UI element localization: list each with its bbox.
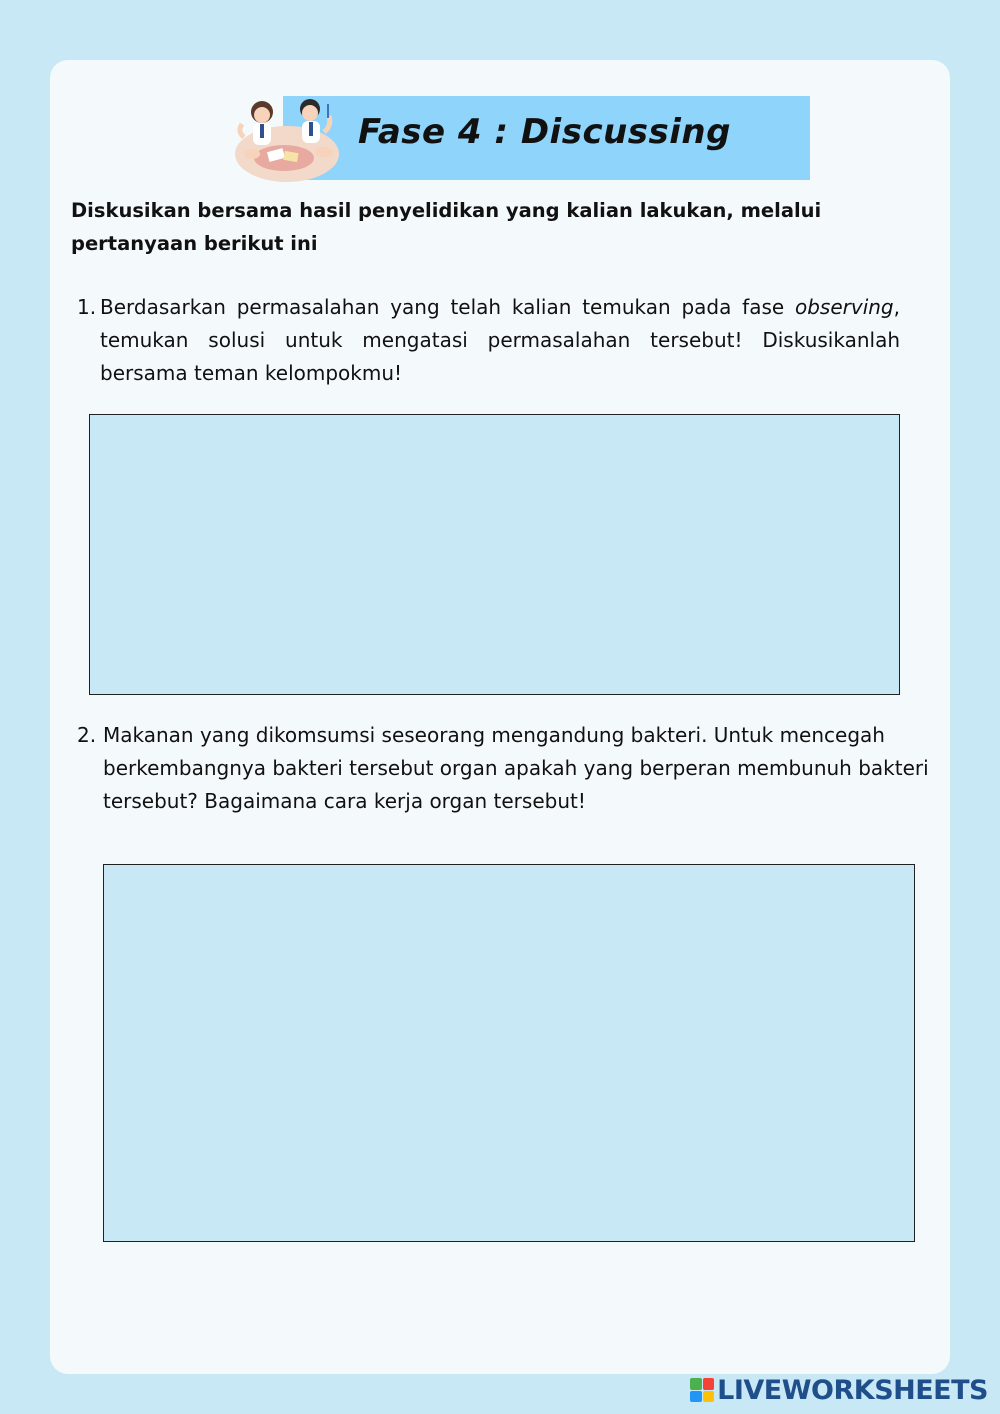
- answer-box-1[interactable]: [89, 414, 900, 695]
- brand-name: LIVEWORKSHEETS: [717, 1374, 988, 1406]
- page-title: Fase 4 : Discussing: [358, 112, 731, 152]
- question-1-number: 1.: [77, 295, 97, 319]
- question-1-text-start: Berdasarkan permasalahan yang telah kalian temukan pada fase: [100, 295, 795, 319]
- answer-box-2[interactable]: [103, 864, 915, 1242]
- students-illustration: [232, 92, 342, 184]
- question-1-text-end: , temukan solusi untuk mengatasi permasalahan tersebut! Diskusikanlah bersama teman kelompokmu!: [100, 295, 900, 385]
- question-1-emphasis: observing: [794, 295, 894, 319]
- liveworksheets-footer[interactable]: [690, 1373, 988, 1407]
- instruction-text: Diskusikan bersama hasil penyelidikan yang kalian lakukan, melalui pertanyaan berikut ini: [71, 199, 822, 255]
- liveworksheets-logo-icon: [690, 1378, 714, 1402]
- question-2-number: 2.: [77, 723, 97, 747]
- question-1-text: [100, 291, 900, 390]
- question-2-text: Makanan yang dikomsumsi seseorang mengandung bakteri. Untuk mencegah berkembangnya bakteri tersebut organ apakah yang berperan membunuh bakteri tersebut? Bagaimana cara kerja organ tersebut!: [103, 723, 929, 813]
